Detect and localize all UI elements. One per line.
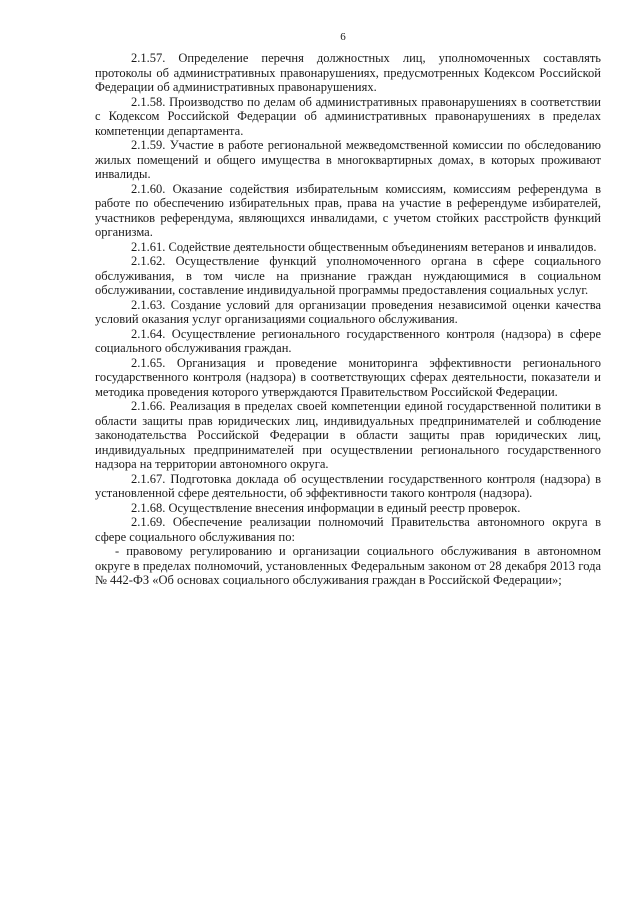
page-number: 6 [340,31,346,43]
paragraph-2-1-69: 2.1.69. Обеспечение реализации полномочий Правительства автономного округа в сфере социального обслуживания по: [95,515,601,544]
paragraph-2-1-59: 2.1.59. Участие в работе региональной межведомственной комиссии по обследованию жилых помещений и общего имущества в многоквартирных домах, в которых проживают инвалиды. [95,138,601,181]
paragraph-2-1-58: 2.1.58. Производство по делам об административных правонарушениях в соответствии с Кодексом Российской Федерации об административных правонарушениях в пределах компетенции департамента. [95,94,601,138]
paragraph-2-1-67: 2.1.67. Подготовка доклада об осуществлении государственного контроля (надзора) в установленной сфере деятельности, об эффективности такого контроля (надзора). [95,471,601,500]
paragraph-2-1-62: 2.1.62. Осуществление функций уполномоченного органа в сфере социального обслуживания, в том числе на признание граждан нуждающимися в социальном обслуживании, составление индивидуальной программы предоставления социальных услуг. [95,254,601,297]
paragraph-2-1-64: 2.1.64. Осуществление регионального государственного контроля (надзора) в сфере социального обслуживания граждан. [95,326,601,355]
paragraph-2-1-61: 2.1.61. Содействие деятельности общественным объединениям ветеранов и инвалидов. [131,239,597,254]
paragraph-2-1-63: 2.1.63. Создание условий для организации проведения независимой оценки качества условий оказания услуг организациями социального обслуживания. [95,297,601,326]
paragraph-2-1-68: 2.1.68. Осуществление внесения информации в единый реестр проверок. [131,500,521,515]
paragraph-2-1-60: 2.1.60. Оказание содействия избирательным комиссиям, комиссиям референдума в работе по обеспечению избирательных прав, права на участие в референдуме избирателей, участников референдума, являющихся инвалидами, с учетом стойких расстройств функций организма. [95,181,601,239]
list-item-dash: - правовому регулированию и организации социального обслуживания в автономном округе в пределах полномочий, установленных Федеральным законом от 28 декабря 2013 года № 442-ФЗ «Об основах социального обслуживания граждан в Российской Федерации»; [95,544,601,587]
paragraph-2-1-57: 2.1.57. Определение перечня должностных лиц, уполномоченных составлять протоколы об административных правонарушениях, предусмотренных Кодексом Российской Федерации об административных правонарушениях. [95,51,601,94]
paragraph-2-1-66: 2.1.66. Реализация в пределах своей компетенции единой государственной политики в области защиты прав юридических лиц, индивидуальных предпринимателей и соблюдение законодательства Российской Федерации в области защиты прав юридических лиц, индивидуальных предпринимателей при осуществлении регионального государственного надзора на территории автономного округа. [95,399,601,471]
paragraph-2-1-65: 2.1.65. Организация и проведение мониторинга эффективности регионального государственного контроля (надзора) в соответствующих сферах деятельности, показатели и методика проведения которого утверждаются Правительством Российской Федерации. [95,355,601,399]
